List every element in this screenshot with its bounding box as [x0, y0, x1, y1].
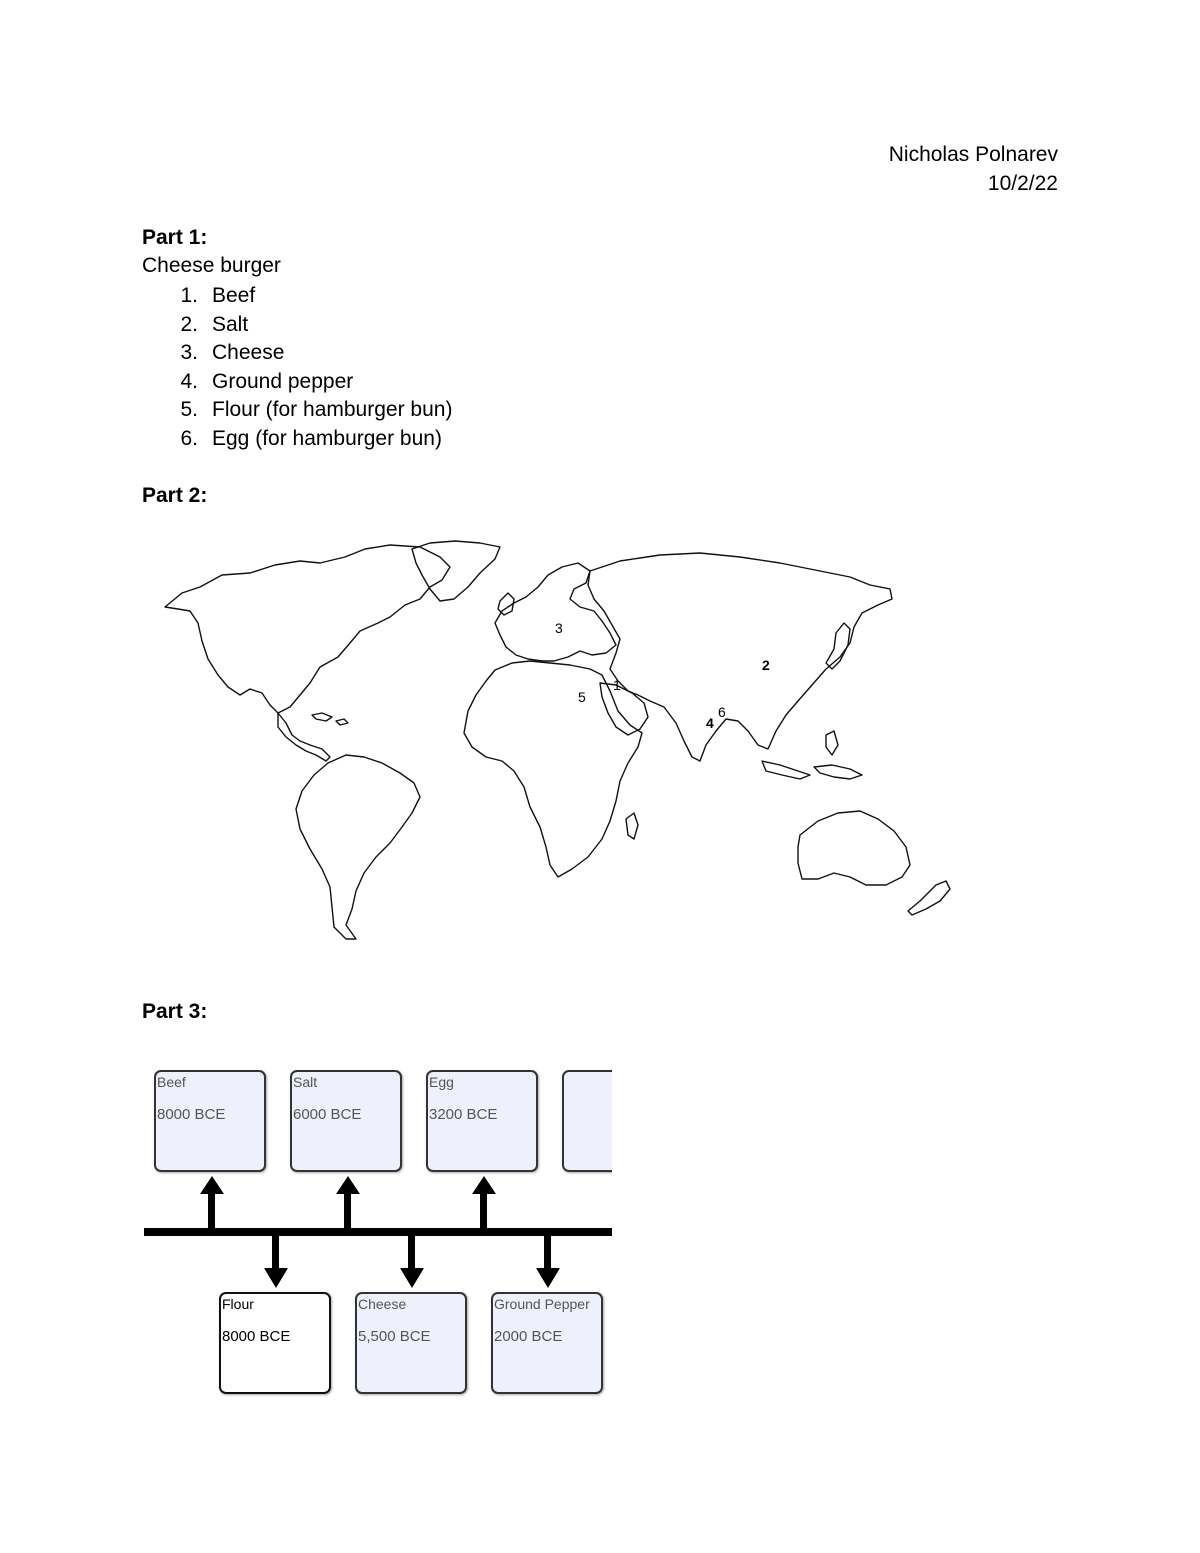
item-label: Cheese	[212, 341, 285, 365]
part2-heading: Part 2:	[142, 484, 208, 507]
part3-heading: Part 3:	[142, 1000, 208, 1023]
caribbean-islands	[312, 713, 348, 725]
down-arrow	[536, 1234, 560, 1288]
down-arrow	[264, 1234, 288, 1288]
event-box-salt	[290, 1070, 402, 1172]
event-date: 6000 BCE	[293, 1106, 362, 1123]
event-box-ground-pepper	[491, 1292, 603, 1394]
list-item	[142, 368, 452, 397]
map-marker-1: 1	[613, 677, 621, 693]
ingredient-list	[142, 282, 452, 454]
event-date: 8000 BCE	[157, 1106, 226, 1123]
event-box-cropped	[562, 1070, 612, 1172]
list-item	[142, 282, 452, 311]
list-item	[142, 311, 452, 340]
event-date: 5,500 BCE	[358, 1328, 431, 1345]
header-block	[889, 140, 1058, 198]
madagascar-outline	[626, 813, 638, 839]
event-box-cheese	[355, 1292, 467, 1394]
document-date: 10/2/22	[987, 172, 1058, 195]
event-name: Flour	[222, 1296, 254, 1312]
map-marker-6: 6	[718, 704, 726, 720]
event-name: Egg	[429, 1074, 454, 1090]
asia-outline	[588, 553, 892, 761]
list-item	[142, 425, 452, 454]
item-label: Ground pepper	[212, 369, 354, 393]
south-america-outline	[296, 755, 420, 939]
world-map	[150, 535, 970, 950]
item-number: 4.	[180, 369, 198, 393]
down-arrow	[400, 1234, 424, 1288]
item-number: 1.	[180, 284, 198, 307]
event-date: 2000 BCE	[494, 1328, 563, 1345]
southeast-asia-islands	[762, 731, 862, 779]
north-america-outline	[165, 545, 450, 713]
australia-outline	[798, 811, 910, 885]
item-label: Beef	[212, 284, 256, 307]
item-label: Flour (for hamburger bun)	[212, 398, 453, 422]
europe-outline	[495, 563, 616, 661]
event-name: Ground Pepper	[494, 1296, 590, 1312]
item-number: 5.	[180, 398, 198, 422]
map-marker-4: 4	[706, 715, 714, 731]
world-map-outline	[150, 535, 970, 950]
map-marker-2: 2	[762, 657, 770, 673]
map-marker-3: 3	[555, 620, 563, 636]
author-name: Nicholas Polnarev	[888, 143, 1058, 166]
list-item	[142, 339, 452, 368]
up-arrow	[472, 1176, 496, 1232]
event-name: Beef	[157, 1074, 186, 1090]
new-zealand-outline	[908, 881, 950, 915]
item-label: Egg (for hamburger bun)	[212, 426, 442, 450]
up-arrow	[200, 1176, 224, 1232]
item-number: 6.	[180, 426, 198, 450]
japan-outline	[826, 623, 850, 669]
event-date: 3200 BCE	[429, 1106, 498, 1123]
event-box-egg	[426, 1070, 538, 1172]
timeline	[140, 1058, 612, 1408]
item-label: Salt	[212, 312, 249, 336]
event-name: Salt	[293, 1074, 318, 1090]
recipe-title: Cheese burger	[142, 254, 281, 277]
list-item	[142, 396, 452, 425]
item-number: 2.	[180, 312, 198, 336]
event-box-flour	[219, 1292, 331, 1394]
map-marker-5: 5	[578, 689, 586, 705]
arabia-outline	[600, 683, 648, 735]
event-date: 8000 BCE	[222, 1328, 291, 1345]
africa-outline	[464, 661, 642, 877]
event-box-beef	[154, 1070, 266, 1172]
event-name: Cheese	[358, 1296, 407, 1312]
up-arrow	[336, 1176, 360, 1232]
item-number: 3.	[180, 341, 198, 365]
part1-heading: Part 1:	[142, 226, 208, 249]
